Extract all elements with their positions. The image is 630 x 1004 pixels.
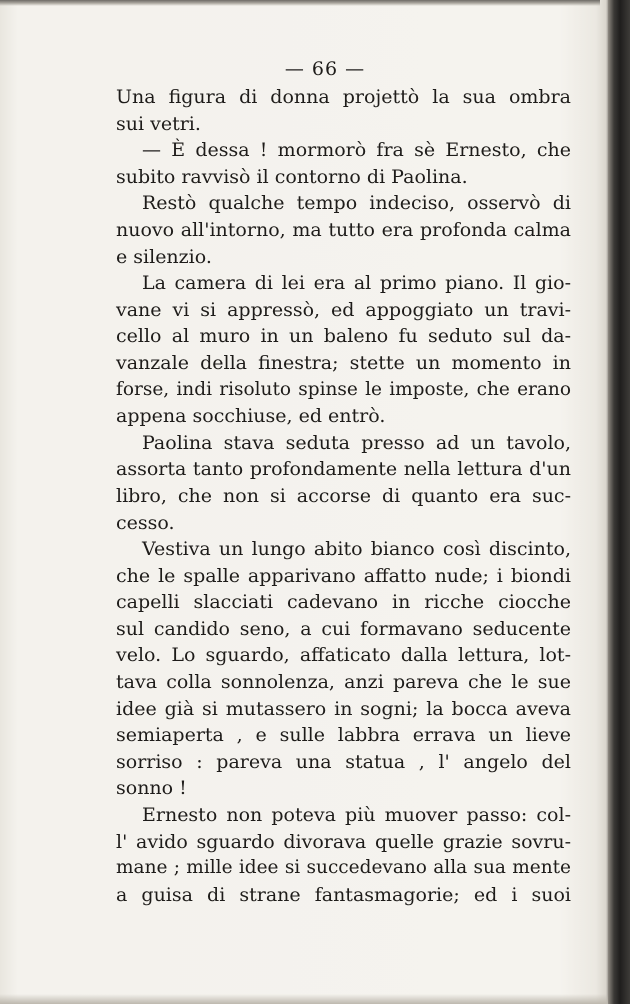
text-line: Paolina stava seduta presso ad un tavolo,: [142, 431, 571, 454]
text-line: nuovo all'intorno, ma tutto era profonda calma: [116, 218, 571, 241]
text-line: libro, che non si accorse di quanto era suc-: [116, 484, 571, 507]
text-line: subito ravvisò il contorno di Paolina.: [116, 165, 468, 188]
text-line: forse, indi risoluto spinse le imposte, che erano: [116, 378, 571, 400]
text-line: a guisa di strane fantasmagorie; ed i suoi: [116, 883, 571, 906]
text-line: sonno !: [116, 777, 187, 800]
text-line: Una figura di donna projettò la sua ombra: [116, 86, 571, 108]
text-line: sorriso : pareva una statua , l' angelo del: [116, 750, 571, 773]
text-line: cello al muro in un baleno fu seduto sul da-: [116, 325, 571, 348]
text-line: La camera di lei era al primo piano. Il gio-: [142, 272, 571, 295]
text-line: — È dessa ! mormorò fra sè Ernesto, che: [142, 139, 571, 162]
text-line: l' avido sguardo divorava quelle grazie sovru-: [116, 830, 571, 853]
text-line: semiaperta , e sulle labbra errava un lieve: [116, 724, 571, 747]
text-line: sul candido seno, a cui formavano seducente: [116, 617, 571, 640]
text-line: velo. Lo sguardo, affaticato dalla lettura, lot-: [116, 644, 571, 667]
body-text: [116, 84, 571, 908]
text-line: assorta tanto profondamente nella lettura d'un: [116, 458, 571, 481]
text-line: vanzale della finestra; stette un momento in: [116, 351, 571, 374]
text-line: vane vi si appressò, ed appoggiato un travi-: [116, 298, 571, 321]
page-top-edge: [0, 0, 600, 6]
text-line: cesso.: [116, 511, 175, 534]
text-line: che le spalle apparivano affatto nude; i biondi: [116, 564, 571, 587]
text-line: mane ; mille idee si succedevano alla sua mente: [116, 857, 571, 879]
book-binding-edge: [608, 0, 630, 1004]
text-line: tava colla sonnolenza, anzi pareva che le sue: [116, 671, 571, 694]
text-line: capelli slacciati cadevano in ricche ciocche: [116, 591, 571, 614]
text-line: Vestiva un lungo abito bianco così discinto,: [142, 538, 571, 561]
text-line: idee già si mutassero in sogni; la bocca aveva: [116, 697, 571, 720]
text-line: appena socchiuse, ed entrò.: [116, 405, 386, 428]
text-line: Ernesto non poteva più muover passo: col-: [142, 804, 571, 827]
page-bottom-edge: [0, 994, 608, 1004]
page-number: — 66 —: [284, 58, 366, 80]
text-line: sui vetri.: [116, 112, 201, 135]
text-line: Restò qualche tempo indeciso, osservò di: [142, 192, 571, 215]
text-line: e silenzio.: [116, 245, 212, 268]
